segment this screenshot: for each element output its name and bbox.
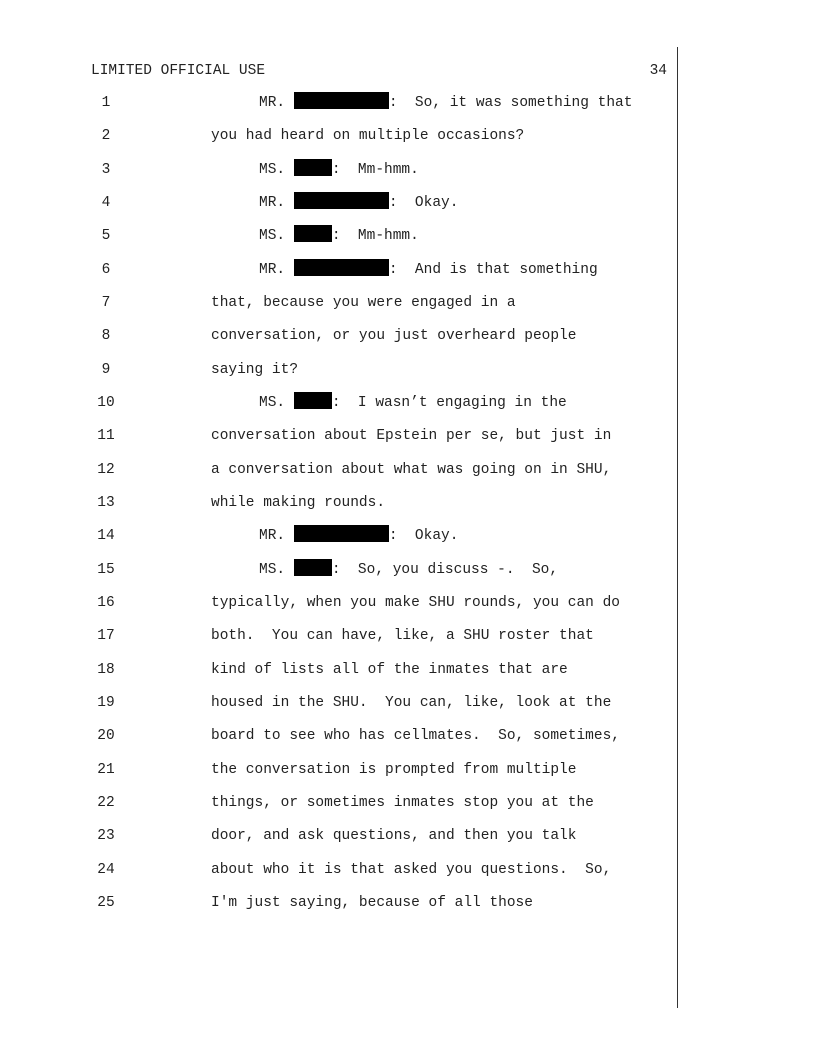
- line-segment: : Mm-hmm.: [331, 228, 419, 245]
- line-number: 1: [101, 95, 111, 111]
- line-text: [211, 492, 385, 514]
- transcript-line: [0, 792, 670, 814]
- transcript-line: [0, 92, 670, 114]
- transcript-line: [0, 459, 670, 481]
- line-segment: : Okay.: [388, 528, 459, 545]
- transcript-line: [0, 625, 670, 647]
- line-segment: door, and ask questions, and then you talk: [211, 828, 577, 845]
- line-number: 24: [97, 861, 115, 878]
- line-segment: MS.: [259, 228, 294, 245]
- redaction-box: [294, 192, 389, 209]
- line-number: 6: [101, 261, 111, 278]
- line-text: [211, 625, 594, 647]
- line-segment: board to see who has cellmates. So, sometimes,: [211, 728, 620, 745]
- line-segment: MR.: [259, 195, 294, 211]
- transcript-line: [0, 359, 670, 381]
- transcript-line: [0, 125, 670, 147]
- line-segment: both. You can have, like, a SHU roster that: [211, 628, 594, 645]
- line-number: 20: [97, 728, 115, 745]
- transcript-line: [0, 159, 670, 181]
- line-text: [259, 159, 419, 181]
- line-number: 8: [101, 328, 111, 345]
- transcript-line: [0, 292, 670, 314]
- line-number: 13: [97, 495, 115, 511]
- line-number: 14: [97, 528, 115, 545]
- line-segment: the conversation is prompted from multiple: [211, 761, 577, 778]
- line-text: [211, 292, 516, 314]
- line-text: [211, 125, 524, 147]
- line-text: [211, 592, 620, 614]
- transcript-line: [0, 859, 670, 881]
- line-text: [211, 825, 576, 847]
- redaction-box: [294, 392, 332, 409]
- line-segment: : I wasn’t engaging in the: [331, 395, 567, 411]
- line-segment: MS.: [259, 561, 294, 578]
- line-number: 4: [101, 195, 111, 211]
- line-number: 9: [101, 361, 111, 378]
- transcript-line: [0, 425, 670, 447]
- transcript-line: [0, 492, 670, 514]
- line-number: 12: [97, 461, 115, 478]
- transcript-line: [0, 259, 670, 281]
- line-segment: : So, you discuss -. So,: [331, 561, 559, 578]
- line-number: 5: [101, 228, 111, 245]
- transcript-line: [0, 659, 670, 681]
- line-number: 17: [97, 628, 115, 645]
- line-segment: housed in the SHU. You can, like, look at the: [211, 694, 612, 711]
- line-number: 19: [97, 694, 115, 711]
- redaction-box: [294, 525, 389, 542]
- line-segment: : Mm-hmm.: [331, 161, 419, 178]
- line-segment: kind of lists all of the inmates that are: [211, 661, 568, 678]
- line-number: 18: [97, 661, 115, 678]
- redaction-box: [294, 225, 332, 242]
- line-text: [259, 259, 598, 281]
- transcript-line: [0, 825, 670, 847]
- line-text: [211, 459, 611, 481]
- line-segment: things, or sometimes inmates stop you at the: [211, 794, 594, 811]
- line-segment: MR.: [259, 261, 294, 278]
- transcript-line: [0, 759, 670, 781]
- line-text: [259, 225, 419, 247]
- line-text: [211, 725, 620, 747]
- line-number: 23: [97, 828, 115, 845]
- line-segment: MR.: [259, 95, 294, 111]
- transcript-line: [0, 525, 670, 547]
- line-segment: MS.: [259, 395, 294, 411]
- line-number: 22: [97, 794, 115, 811]
- line-segment: that, because you were engaged in a: [211, 295, 516, 311]
- transcript-line: [0, 192, 670, 214]
- line-segment: you had heard on multiple occasions?: [211, 128, 525, 145]
- line-text: [211, 692, 611, 714]
- line-number: 2: [101, 128, 111, 145]
- line-segment: typically, when you make SHU rounds, you can do: [211, 595, 620, 611]
- line-number: 15: [97, 561, 115, 578]
- line-segment: MS.: [259, 161, 294, 178]
- line-segment: I'm just saying, because of all those: [211, 894, 533, 911]
- line-segment: a conversation about what was going on in SHU,: [211, 461, 612, 478]
- line-number: 3: [101, 161, 111, 178]
- line-segment: about who it is that asked you questions. So,: [211, 861, 612, 878]
- line-text: [211, 325, 576, 347]
- line-number: 25: [97, 894, 115, 911]
- line-text: [211, 659, 568, 681]
- transcript-line: [0, 692, 670, 714]
- line-text: [211, 759, 576, 781]
- line-number: 21: [97, 761, 115, 778]
- line-segment: : And is that something: [388, 261, 598, 278]
- line-text: [259, 192, 458, 214]
- line-number: 7: [101, 295, 111, 311]
- line-text: [259, 392, 567, 414]
- line-segment: MR.: [259, 528, 294, 545]
- line-text: [211, 892, 533, 914]
- line-text: [211, 425, 611, 447]
- page-number: 34: [649, 63, 667, 79]
- redaction-box: [294, 559, 332, 576]
- line-text: [211, 859, 611, 881]
- transcript-line: [0, 559, 670, 581]
- transcript-line: [0, 325, 670, 347]
- transcript-line: [0, 392, 670, 414]
- line-text: [211, 359, 298, 381]
- line-text: [259, 92, 632, 114]
- line-segment: conversation about Epstein per se, but just in: [211, 428, 612, 445]
- transcript-line: [0, 225, 670, 247]
- line-number: 10: [97, 395, 115, 411]
- line-text: [211, 792, 594, 814]
- line-segment: conversation, or you just overheard people: [211, 328, 577, 345]
- line-segment: while making rounds.: [211, 495, 386, 511]
- line-segment: saying it?: [211, 361, 299, 378]
- redaction-box: [294, 92, 389, 109]
- line-text: [259, 525, 458, 547]
- right-margin-rule: [677, 47, 678, 1008]
- redaction-box: [294, 259, 389, 276]
- transcript-line: [0, 892, 670, 914]
- line-number: 11: [97, 428, 115, 445]
- classification-header: LIMITED OFFICIAL USE: [91, 63, 266, 79]
- redaction-box: [294, 159, 332, 176]
- transcript-line: [0, 725, 670, 747]
- transcript-line: [0, 592, 670, 614]
- line-text: [259, 559, 558, 581]
- line-segment: : Okay.: [388, 195, 459, 211]
- line-segment: : So, it was something that: [388, 95, 633, 111]
- line-number: 16: [97, 595, 115, 611]
